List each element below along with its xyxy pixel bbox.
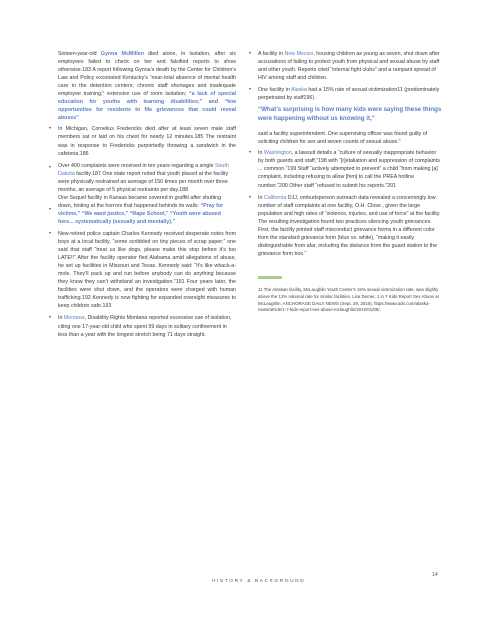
pull-quote: “What’s surprising is how many kids were saying these things were happening without us knowing it,” xyxy=(258,106,442,123)
place-link[interactable]: California xyxy=(263,194,287,201)
bullet-text: In Michigan, Cornelius Fredericks died after at least seven male staff members sat or laid on his chest for nearly 12 minutes.185 The restraint was in response to Fredericks purportedly throwing a sandwich in the cafeteria.186 xyxy=(58,126,236,157)
bullet-south-dakota xyxy=(49,162,236,226)
highlighted-name: Gynna McMillen xyxy=(100,51,144,57)
left-column xyxy=(49,50,237,343)
bullet-icon: • xyxy=(49,315,52,322)
place-link[interactable]: Montana xyxy=(63,315,85,322)
intro-paragraph xyxy=(58,50,236,122)
bullet-michigan xyxy=(49,125,236,157)
highlighted-quote: “a lack of special education for youths with learning disabilities;” and “few opportunities for residents to file grievances that could reveal abuses” xyxy=(58,91,237,122)
bullet-icon: • xyxy=(49,206,52,213)
bullet-text: , a lawsuit details a “culture of sexually inappropriate behavior by both guards and staff,”198 with “[r]etaliation and suppression of complaints ... common.”199 Staff “actively attempted to prevent” a child “from making [a] complaint, including refusing to allow [him] to call the PREA hotline number.”200 Other staff “refused to submit his reports.”201 xyxy=(258,150,440,189)
bullet-text: had a 15% rate of sexual victimization11 (predominately perpetrated by staff196). xyxy=(258,87,440,102)
right-column xyxy=(249,50,442,317)
bullet-text: , housing children as young as seven, shut down after accusations of failing to protect youth from physical and sexual abuse by staff and other youth. Reports cited “internal fight clubs” and a rampant spread of HIV among staff and children. xyxy=(258,51,440,82)
bullet-montana: • In Montana, Disability Rights Montana reported excessive use of isolation, citing one 17-year-old child who spent 99 days in solitary confinement in less than a year with the longest stretch being 71 days straight. xyxy=(49,315,232,338)
text: Sixteen-year-old xyxy=(58,51,101,57)
bullet-icon: • xyxy=(249,150,252,157)
text: died alone, in isolation, after six employees failed to check on her and falsified reports to show otherwise.183 A report following Gynna’s death by the Center for Children’s Law and Policy excoriated Kentucky’s “near-total absence of mental health care in the detention centers; chronic staff shortages and inadequate employee training;” extensive use of room isolation; xyxy=(58,51,236,98)
bullet-text: One facility in xyxy=(258,87,291,94)
bullet-washington: • In Washington, a lawsuit details a “culture of sexually inappropriate behavior by both guards and staff,”198 with “[r]etaliation and suppression of complaints ... common.”199 Staff “actively attempted to prevent” a child “from making [a] complaint, including refusing to allow [him] to call the PREA hotline number.”200 Other staff “refused to submit his reports.”201 xyxy=(249,150,440,189)
bullet-alaska xyxy=(249,86,442,102)
bullet-icon: • xyxy=(249,194,252,201)
bullet-icon: • xyxy=(49,164,52,171)
footnote-divider xyxy=(258,276,282,279)
bullet-text: A facility in xyxy=(258,51,285,57)
bullet-text: , Disability Rights Montana reported excessive use of isolation, citing one 17-year-old child who spent 99 days in solitary confinement in less than a year with the longest stretch being 71 days straight. xyxy=(58,315,232,338)
bullet-california: • In California DJJ, ombudsperson outreach data revealed a concerningly low number of staff complaints at one facility, O.H. Close., given the large population and high rates of “violence, injuries, and use of force” at the facility. The resulting investigation found two practices silencing youth grievances. First, the facility printed staff misconduct grievance forms in a different color from the standard grievance form (blue vs. white), “making it easily distinguishable from afar, including the distance from the guard station to the grievance form box.” xyxy=(249,194,441,257)
place-link[interactable]: New Mexico xyxy=(284,51,314,57)
bullet-text: New-retired police captain Charles Kennedy received desperate notes from boys at a local facility, “some scribbled on tiny pieces of scrap paper;” one said that staff “treat us like dogs, please make this stop before it’s too LATE!!” After the facility operator fled Alabama amid allegations of abuse, he set up facilities in Missouri and Texas. Kennedy said: “It’s like whack-a-mole. They’ll pack up and run before anybody can do anything because they know they can’t withstand an investigation.”191 Four years later, the facilities were shut down, and the operators were charged with human trafficking.192 Kennedy is now fighting for expanded oversight measures to keep children safe.193 xyxy=(58,230,236,310)
bullet-text: One Sequel facility in Kansas became covered in graffiti after shutting down, hinting at the horrors that happened behinds its walls: xyxy=(58,194,222,209)
bullet-alabama xyxy=(49,230,236,310)
bullet-icon: • xyxy=(249,87,252,94)
bullet-new-mexico xyxy=(249,50,442,82)
bullet-text: facility.187 One state report noted that youth placed at the facility were physically restrained an average of 150 times per month over three months, an average of 5 physical restraints per day.188 xyxy=(58,170,229,193)
quote-attribution-text: said a facility superintendent. One supervising officer was found guilty of soliciting children for sex and seven counts of sexual abuse.” xyxy=(258,131,428,146)
place-link[interactable]: Washington xyxy=(263,150,292,157)
section-footer: HISTORY & BACKGROUND xyxy=(212,579,306,584)
footnote: 11 The Alaskan facility, McLaughlin Youth Center’s 15% sexual victimization rate, was slightly above the 12% national rate for similar facilities. Lisa Demer, 1 in 7 Kids Report Sex Abuse at McLaughlin, ANCHORAGE DAILY NEWS (Sept. 29, 2016), https://www.adn.com/alaska-news/article/1-7-kids-report-sex-abuse-mclaughlin/2010/01/08/. xyxy=(258,286,439,313)
bullet-icon: • xyxy=(49,126,52,133)
highlighted-quote: “Pray for victims,” “We want justice,” “Rape School,” “Youth were abused here... systematically (sexually and mentally).” xyxy=(58,202,224,225)
page-number: 14 xyxy=(432,572,438,578)
bullet-icon: • xyxy=(249,51,252,57)
place-link[interactable]: South Dakota xyxy=(58,162,229,177)
bullet-text: Over 400 complaints were received in ten years regarding a single xyxy=(58,162,215,169)
bullet-icon: • xyxy=(49,230,52,237)
bullet-text: DJJ, ombudsperson outreach data revealed a concerningly low number of staff complaints at one facility, O.H. Close., given the large population and high rates of “violence, injuries, and use of force” at the facility. The resulting investigation found two practices silencing youth grievances. First, the facility printed staff misconduct grievance forms in a different color from the standard grievance form (blue vs. white), “making it easily distinguishable from afar, including the distance from the guard station to the grievance form box.” xyxy=(258,194,441,257)
place-link[interactable]: Alaska xyxy=(290,87,307,94)
